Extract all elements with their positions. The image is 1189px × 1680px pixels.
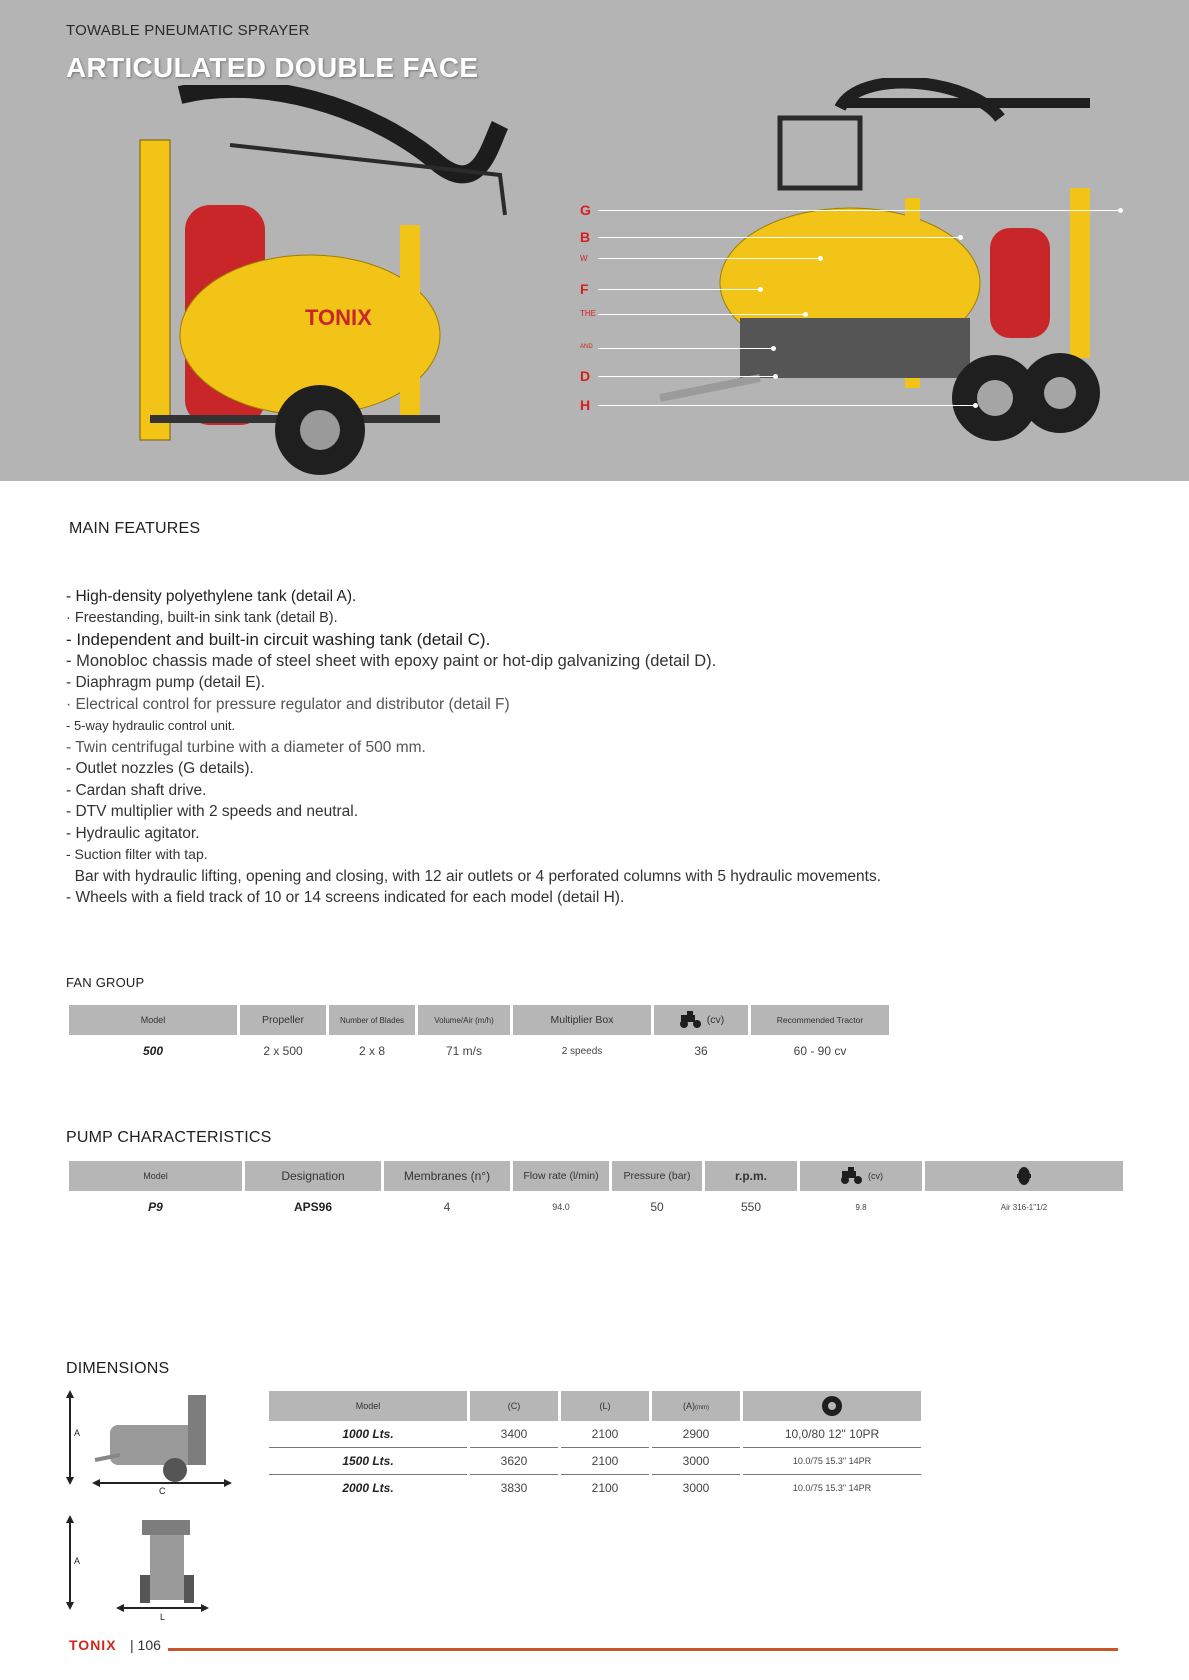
table-row: 500 2 x 500 2 x 8 71 m/s 2 speeds 36 60 - 90 cv — [142, 1044, 847, 1058]
wheel-icon — [821, 1395, 843, 1417]
tractor-icon — [678, 1011, 704, 1029]
footer-rule — [168, 1648, 1118, 1651]
main-features-title: MAIN FEATURES — [69, 520, 201, 537]
table-row: P9 APS96 4 94.0 50 550 9.8 Air 316-1"1/2 — [148, 1200, 1048, 1214]
col-header: Designation — [245, 1161, 381, 1191]
col-header: Propeller — [240, 1005, 326, 1035]
feature-item: - Independent and built-in circuit washing tank (detail C). — [66, 630, 491, 649]
callout-f: F — [580, 281, 589, 297]
col-header-tractor-power: (cv) — [800, 1161, 922, 1191]
page-title: ARTICULATED DOUBLE FACE — [66, 52, 479, 83]
feature-item: - Twin centrifugal turbine with a diameter of 500 mm. — [66, 738, 426, 756]
table-row: 1500 Lts. 3620 2100 3000 10.0/75 15.3" 14PR — [269, 1448, 921, 1475]
col-header: r.p.m. — [705, 1161, 797, 1191]
dimensions-table — [266, 1391, 924, 1501]
table-row: 1000 Lts. 3400 2100 2900 10,0/80 12" 10PR — [269, 1421, 921, 1448]
page-number: | 106 — [130, 1637, 161, 1653]
callout-the: THE — [580, 309, 596, 318]
tractor-icon — [839, 1167, 865, 1185]
col-header: Number of Blades — [329, 1005, 415, 1035]
col-header: Multiplier Box — [513, 1005, 651, 1035]
fan-group-title: FAN GROUP — [66, 975, 145, 990]
callout-and: AND — [580, 344, 593, 350]
feature-item: - 5-way hydraulic control unit. — [66, 718, 236, 733]
sprayer-photo-left — [110, 85, 530, 480]
col-header-tractor-power: (cv) — [654, 1005, 748, 1035]
feature-item: - Wheels with a field track of 10 or 14 screens indicated for each model (detail H). — [66, 889, 625, 906]
svg-text:TONIX: TONIX — [305, 305, 372, 330]
feature-item: - Suction filter with tap. — [66, 846, 208, 862]
feature-item: · Electrical control for pressure regulator and distributor (detail F) — [66, 695, 510, 713]
sprayer-photo-right — [640, 78, 1145, 443]
dimension-diagram-front — [60, 1515, 220, 1625]
col-header: Recommended Tractor — [751, 1005, 889, 1035]
dimensions-title: DIMENSIONS — [66, 1360, 170, 1377]
col-header: Flow rate (l/min) — [513, 1161, 609, 1191]
feature-item: - High-density polyethylene tank (detail A). — [66, 588, 357, 605]
feature-item: · Freestanding, built-in sink tank (detail B). — [66, 609, 338, 626]
col-header: Membranes (n°) — [384, 1161, 510, 1191]
diagram-label-l: L — [160, 1612, 166, 1622]
feature-item: - Hydraulic agitator. — [66, 824, 200, 842]
callout-h: H — [580, 397, 591, 413]
callout-w: W — [580, 254, 588, 263]
callout-b: B — [580, 229, 591, 245]
table-row: 2000 Lts. 3830 2100 3000 10.0/75 15.3" 14PR — [342, 1481, 872, 1495]
col-header: (A)(mm) — [652, 1391, 740, 1421]
features-list — [66, 586, 1066, 909]
col-header: Volume/Air (m/h) — [418, 1005, 510, 1035]
callout-d: D — [580, 368, 591, 384]
diagram-label-c: C — [159, 1486, 166, 1496]
brand-logo: TONIX — [69, 1637, 117, 1653]
diagram-label-a2: A — [74, 1556, 81, 1566]
col-header: Pressure (bar) — [612, 1161, 702, 1191]
pump-icon — [1015, 1164, 1033, 1188]
pump-title: PUMP CHARACTERISTICS — [66, 1129, 272, 1146]
fan-group-table — [66, 1005, 892, 1067]
hero-banner — [0, 0, 1189, 481]
callout-g: G — [580, 202, 591, 218]
feature-item: - Cardan shaft drive. — [66, 781, 207, 799]
col-header: Model — [69, 1161, 242, 1191]
col-header-pump-icon — [925, 1161, 1123, 1191]
feature-item: Bar with hydraulic lifting, opening and closing, with 12 air outlets or 4 perforated columns with 5 hydraulic movements. — [66, 867, 882, 885]
col-header: Model — [269, 1391, 467, 1421]
col-header: (C) — [470, 1391, 558, 1421]
feature-item: - Diaphragm pump (detail E). — [66, 674, 265, 691]
pump-table — [66, 1161, 1126, 1223]
feature-item: - Monobloc chassis made of steel sheet with epoxy paint or hot-dip galvanizing (detail D). — [66, 651, 717, 670]
page-subtitle: TOWABLE PNEUMATIC SPRAYER — [66, 22, 310, 39]
feature-item: - Outlet nozzles (G details). — [66, 760, 254, 777]
col-header: (L) — [561, 1391, 649, 1421]
diagram-label-a: A — [74, 1428, 81, 1438]
col-header: Model — [69, 1005, 237, 1035]
feature-item: - DTV multiplier with 2 speeds and neutral. — [66, 803, 359, 820]
col-header-wheel — [743, 1391, 921, 1421]
dimension-diagram-side — [60, 1390, 240, 1500]
